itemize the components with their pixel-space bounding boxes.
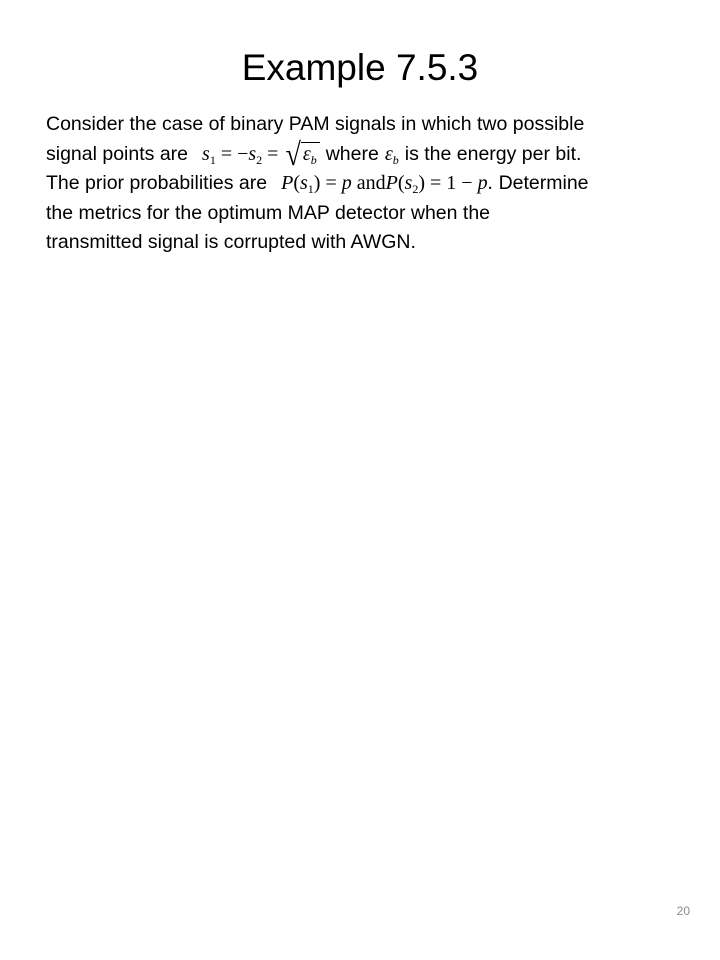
page-number: 20 <box>676 904 690 918</box>
body-line-3 <box>46 169 686 199</box>
signal-points-equation: $s_1 = -s_2$ = √ $\varepsilon_b$ <box>202 140 320 170</box>
body-line-5: transmitted signal is corrupted with AWGN. <box>46 231 416 253</box>
prior-probabilities-equation: $P(s_1) = p$ $andP(s_2) = 1 - p$. <box>281 172 493 196</box>
body-line-2 <box>46 137 686 173</box>
energy-per-bit-symbol: $\varepsilon_b$ <box>384 142 399 167</box>
body-line-3-prefix: The prior probabilities are <box>46 172 268 194</box>
body-line-2-prefix: signal points are <box>46 142 189 165</box>
body-line-2-suffix: is the energy per bit. <box>404 142 582 165</box>
body-line-1: Consider the case of binary PAM signals in which two possible <box>46 113 585 135</box>
body-line-4: the metrics for the optimum MAP detector when the <box>46 201 491 224</box>
slide-body-text <box>46 110 686 258</box>
sqrt-sign-icon: √ <box>285 137 301 173</box>
body-line-3-suffix: Determine <box>498 172 589 194</box>
slide-title: Example 7.5.3 <box>241 47 479 88</box>
sqrt-energy: √ $\varepsilon_b$ <box>283 140 319 170</box>
body-line-2-middle: where <box>325 142 379 165</box>
